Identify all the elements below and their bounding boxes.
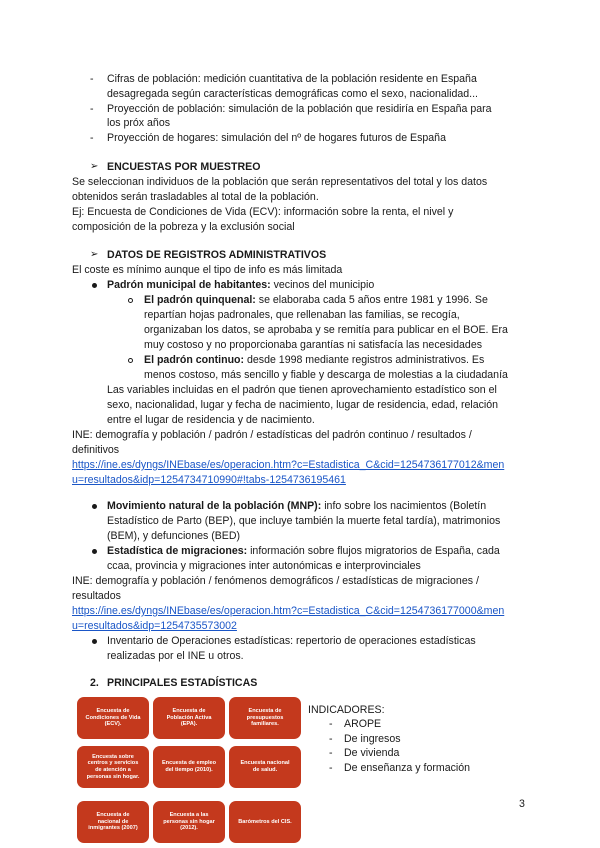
paragraph-line: definitivos (72, 444, 120, 456)
stat-box: Encuesta a las personas sin hogar (2012). (153, 801, 225, 843)
bold-term: Padrón municipal de habitantes: (107, 279, 271, 291)
bold-term: El padrón quinquenal: (144, 294, 256, 306)
bold-term: Estadística de migraciones: (107, 545, 248, 557)
paragraph-line: Se seleccionan individuos de la población que serán representativos del total y los datos (72, 176, 488, 188)
term-description: información sobre flujos migratorios de España, cada (247, 545, 500, 557)
indicador-item: AROPE (344, 718, 382, 730)
stat-box: Encuesta de presupuestos familiares. (229, 697, 301, 739)
paragraph-line: entre el lugar de residencia y de nacimiento. (107, 414, 315, 426)
stat-box: Encuesta sobre centros y servicios de atención a personas sin hogar. (77, 746, 149, 788)
term-description: se elaboraba cada 5 años entre 1981 y 1996. Se (255, 294, 488, 306)
sublist-item-continuo (144, 353, 484, 368)
stat-box: Encuesta de Población Activa (EPA). (153, 697, 225, 739)
paragraph-line: repartían hojas padronales, que rellenaban las familias, se recogía, (144, 309, 460, 321)
paragraph-line: INE: demografía y población / padrón / estadísticas del padrón continuo / resultados / (72, 429, 472, 441)
indicador-item: De ingresos (344, 733, 401, 745)
section-number: 2. (90, 677, 99, 689)
indicador-item: De enseñanza y formación (344, 762, 471, 774)
list-item-migraciones (107, 544, 500, 559)
section-heading: ENCUESTAS POR MUESTREO (107, 161, 261, 173)
paragraph-line: muy costoso y no proporcionaba garantías ni satisfacía las necesidades (144, 339, 483, 351)
bold-term: Movimiento natural de la población (MNP): (107, 500, 322, 512)
term-description: info sobre los nacimientos (Boletín (321, 500, 487, 512)
list-item-text: desagregada según características demográficas como el sexo, nacionalidad... (107, 88, 478, 100)
ine-migraciones-link[interactable]: https://ine.es/dyngs/INEbase/es/operacion.htm?c=Estadistica_C&cid=1254736177000&men (72, 605, 505, 617)
paragraph-line: sexo, nacionalidad, lugar y fecha de nacimiento, lugar de residencia, edad, relación (107, 399, 499, 411)
stat-box: Encuesta de nacional de inmigrantes (2007) (77, 801, 149, 843)
section-heading: DATOS DE REGISTROS ADMINISTRATIVOS (107, 249, 327, 261)
paragraph-line: Ej: Encuesta de Condiciones de Vida (ECV): información sobre la renta, el nivel y (72, 206, 454, 218)
arrow-bullet-icon: ➢ (90, 161, 99, 172)
list-dash: - (329, 718, 333, 730)
paragraph-line: composición de la pobreza y la exclusión social (72, 221, 295, 233)
indicador-item: De vivienda (344, 747, 400, 759)
bullet-dot-icon (92, 639, 97, 644)
list-item-text: Cifras de población: medición cuantitativa de la población residente en España (107, 73, 477, 85)
list-dash: - (329, 733, 333, 745)
list-item-mnp (107, 499, 486, 514)
list-dash: - (329, 762, 333, 774)
term-description: desde 1998 mediante registros administrativos. Es (244, 354, 485, 366)
page-number: 3 (519, 798, 525, 810)
term-description: vecinos del municipio (270, 279, 375, 291)
list-item-text: los próx años (107, 117, 171, 129)
ine-padron-link-cont[interactable]: u=resultados&idp=1254734710990#!tabs-1254736195461 (72, 474, 346, 486)
sublist-item-quinquenal (144, 293, 488, 308)
paragraph-line: Estadístico de Parto (BEP), que incluye también la muerte fetal tardía), matrimonios (107, 515, 501, 527)
paragraph-line: obtenidos serán trasladables al total de la población. (72, 191, 319, 203)
paragraph-line: resultados (72, 590, 121, 602)
bullet-dot-icon (92, 283, 97, 288)
paragraph-line: El coste es mínimo aunque el tipo de info es más limitada (72, 264, 343, 276)
paragraph-line: INE: demografía y población / fenómenos demográficos / estadísticas de migraciones / (72, 575, 479, 587)
paragraph-line: organizaban los datos, se aprobaba y se remitía para publicar en el BOE. Era (144, 324, 508, 336)
list-item-padron (107, 278, 374, 293)
paragraph-line: Las variables incluidas en el padrón que tienen aprovechamiento estadístico son el (107, 384, 497, 396)
list-dash: - (90, 73, 94, 85)
stat-box: Encuesta de Condiciones de Vida (ECV). (77, 697, 149, 739)
list-dash: - (90, 103, 94, 115)
indicadores-title: INDICADORES: (308, 704, 385, 716)
list-dash: - (329, 747, 333, 759)
list-item-text: Proyección de población: simulación de la población que residiría en España para (107, 103, 492, 115)
paragraph-line: realizadas por el INE u otros. (107, 650, 244, 662)
bullet-dot-icon (92, 549, 97, 554)
paragraph-line: (BEM), y defunciones (BED) (107, 530, 241, 542)
list-dash: - (90, 132, 94, 144)
ine-padron-link[interactable]: https://ine.es/dyngs/INEbase/es/operacion.htm?c=Estadistica_C&cid=1254736177012&men (72, 459, 505, 471)
bullet-dot-icon (92, 504, 97, 509)
stat-box: Encuesta de empleo del tiempo (2010). (153, 746, 225, 788)
bold-term: El padrón continuo: (144, 354, 245, 366)
paragraph-line: menos costoso, más sencillo y fiable y descarga de molestias a la ciudadanía (144, 369, 508, 381)
ine-migraciones-link-cont[interactable]: u=resultados&idp=1254735573002 (72, 620, 237, 632)
arrow-bullet-icon: ➢ (90, 249, 99, 260)
stat-box: Barómetros del CIS. (229, 801, 301, 843)
paragraph-line: Inventario de Operaciones estadísticas: repertorio de operaciones estadísticas (107, 635, 476, 647)
stat-box: Encuesta nacional de salud. (229, 746, 301, 788)
section-title: PRINCIPALES ESTADÍSTICAS (107, 677, 258, 689)
list-item-text: Proyección de hogares: simulación del nº de hogares futuros de España (107, 132, 446, 144)
bullet-circle-icon (128, 298, 133, 303)
paragraph-line: ccaa, provincia y migraciones inter autonómicas e interprovinciales (107, 560, 421, 572)
bullet-circle-icon (128, 358, 133, 363)
